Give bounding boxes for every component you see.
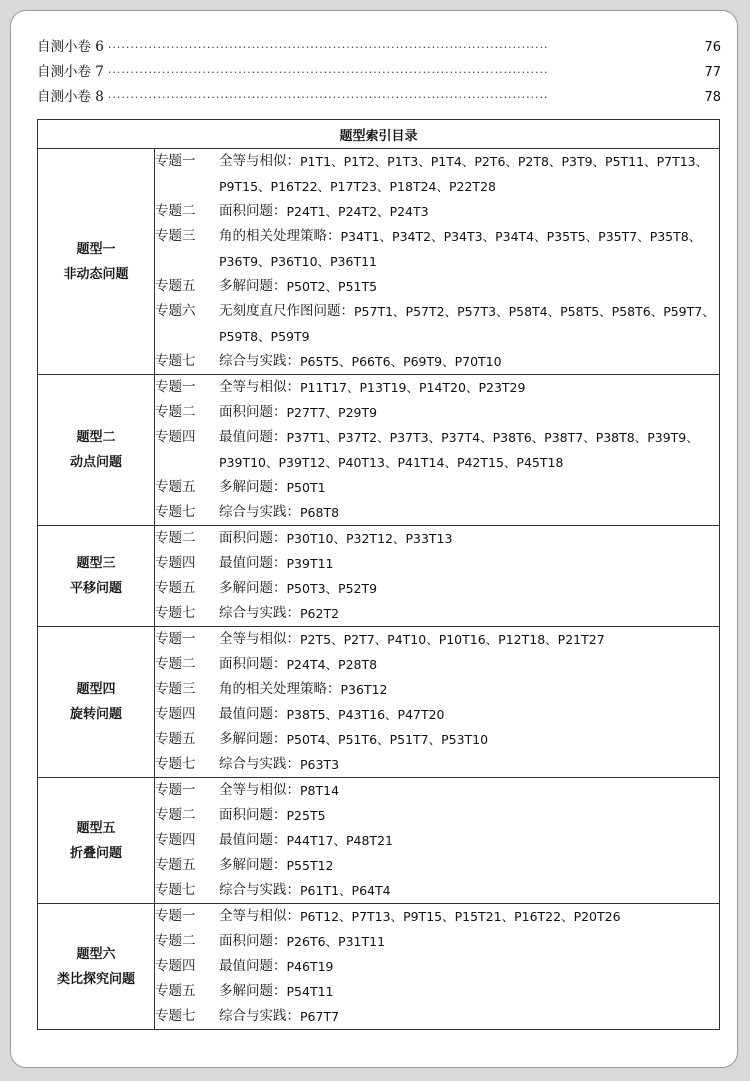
question-type-row: [38, 627, 720, 778]
index-table-body: [38, 149, 720, 1030]
problem-references[interactable]: P39T10、P39T12、P40T13、P41T14、P42T15、P45T18: [219, 455, 564, 470]
question-type-name: 动点问题: [69, 455, 122, 470]
topic-name: 面积问题：: [219, 203, 287, 219]
toc-entry[interactable]: [37, 35, 721, 60]
topic-entry: [155, 904, 719, 929]
topic-name: 面积问题：: [219, 530, 287, 546]
topic-label: 专题五: [155, 580, 196, 596]
topic-label: 专题二: [155, 933, 196, 949]
problem-references[interactable]: P59T8、P59T9: [219, 329, 310, 344]
problem-references[interactable]: P36T12: [340, 682, 388, 697]
topic-name: 多解问题：: [219, 857, 287, 873]
question-type-name: 类比探究问题: [56, 971, 135, 987]
topic-entry: [155, 954, 719, 979]
problem-references[interactable]: P50T1: [286, 480, 326, 495]
problem-references[interactable]: P36T9、P36T10、P36T11: [219, 254, 378, 269]
topic-label: 专题一: [155, 153, 196, 169]
topic-label: 专题二: [155, 530, 196, 546]
question-type-cell: [38, 149, 155, 375]
topic-entry: [155, 803, 719, 828]
topic-name: 最值问题：: [219, 832, 287, 848]
topic-name: 多解问题：: [219, 580, 287, 596]
topic-entry: [155, 702, 719, 727]
problem-references[interactable]: P11T17、P13T19、P14T20、P23T29: [300, 380, 526, 395]
problem-references[interactable]: P6T12、P7T13、P9T15、P15T21、P16T22、P20T26: [300, 909, 621, 924]
topic-entry: [155, 853, 719, 878]
problem-references[interactable]: P63T3: [300, 757, 340, 772]
topic-label: 专题一: [155, 782, 196, 798]
question-type-label: 题型三: [76, 556, 116, 571]
topic-label: 专题一: [155, 908, 196, 924]
toc-page-number: 76: [704, 40, 721, 55]
topic-entry: [155, 199, 719, 224]
topic-name: 面积问题：: [219, 933, 287, 949]
question-type-name: 平移问题: [69, 581, 122, 596]
question-type-name: 旋转问题: [69, 707, 122, 722]
topic-entry: [155, 979, 719, 1004]
problem-references[interactable]: P67T7: [300, 1009, 340, 1024]
topic-label: 专题七: [155, 1008, 196, 1024]
problem-references[interactable]: P30T10、P32T12、P33T13: [286, 531, 453, 546]
problem-references[interactable]: P27T7、P29T9: [286, 405, 378, 420]
toc-entry[interactable]: [37, 85, 721, 110]
topic-name: 全等与相似：: [219, 782, 300, 798]
problem-references[interactable]: P50T3、P52T9: [286, 581, 378, 596]
toc-leader-dots: ··································································································: [107, 91, 549, 104]
topic-entry: [155, 652, 719, 677]
topic-entry: [155, 828, 719, 853]
topic-list-cell: [155, 526, 720, 627]
topic-name: 综合与实践：: [219, 882, 300, 898]
problem-references[interactable]: P50T4、P51T6、P51T7、P53T10: [286, 732, 489, 747]
question-type-row: [38, 375, 720, 526]
topic-label: 专题五: [155, 983, 196, 999]
topic-entry: [155, 224, 719, 249]
topic-label: 专题二: [155, 807, 196, 823]
toc-entry[interactable]: [37, 60, 721, 85]
question-type-cell: [38, 778, 155, 904]
topic-entry: [155, 878, 719, 903]
topic-label: 专题三: [155, 681, 196, 697]
question-type-row: [38, 526, 720, 627]
topic-entry: [155, 475, 719, 500]
question-type-cell: [38, 627, 155, 778]
problem-references[interactable]: P34T1、P34T2、P34T3、P34T4、P35T5、P35T7、P35T8、: [340, 229, 702, 244]
question-type-label: 题型五: [76, 820, 116, 836]
toc-title: 自测小卷 6: [37, 39, 104, 55]
topic-label: 专题五: [155, 479, 196, 495]
topic-entry: [155, 500, 719, 525]
topic-label: 专题四: [155, 832, 196, 848]
problem-references[interactable]: P39T11: [286, 556, 334, 571]
topic-name: 综合与实践：: [219, 605, 300, 621]
topic-label: 专题七: [155, 605, 196, 621]
topic-name: 无刻度直尺作图问题：: [219, 303, 354, 319]
topic-label: 专题七: [155, 353, 196, 369]
topic-entry: [155, 400, 719, 425]
problem-references[interactable]: P55T12: [286, 858, 334, 873]
topic-label: 专题四: [155, 706, 196, 722]
question-type-row: [38, 149, 720, 375]
topic-label: 专题五: [155, 857, 196, 873]
problem-references[interactable]: P24T1、P24T2、P24T3: [286, 204, 429, 219]
problem-references[interactable]: P62T2: [300, 606, 340, 621]
topic-name: 多解问题：: [219, 983, 287, 999]
question-type-cell: [38, 904, 155, 1030]
topic-name: 多解问题：: [219, 731, 287, 747]
topic-label: 专题六: [155, 303, 196, 319]
problem-references[interactable]: P50T2、P51T5: [286, 279, 378, 294]
toc-page-number: 77: [704, 65, 721, 80]
question-type-row: [38, 904, 720, 1030]
topic-label: 专题四: [155, 429, 196, 445]
question-type-label: 题型六: [76, 946, 116, 962]
topic-list-cell: [155, 149, 720, 375]
topic-name: 综合与实践：: [219, 1008, 300, 1024]
topic-label: 专题七: [155, 756, 196, 772]
question-type-cell: [38, 526, 155, 627]
question-type-name: 非动态问题: [63, 266, 129, 282]
topic-entry: [155, 375, 719, 400]
topic-entry: [155, 576, 719, 601]
problem-references[interactable]: P24T4、P28T8: [286, 657, 378, 672]
problem-references[interactable]: P2T5、P2T7、P4T10、P10T16、P12T18、P21T27: [300, 632, 605, 647]
topic-entry: [155, 601, 719, 626]
topic-list-cell: [155, 627, 720, 778]
topic-entry: [155, 551, 719, 576]
topic-entry: [155, 526, 719, 551]
topic-label: 专题三: [155, 228, 196, 244]
topic-entry: [155, 299, 719, 324]
problem-references[interactable]: P8T14: [300, 783, 340, 798]
problem-references[interactable]: P9T15、P16T22、P17T23、P18T24、P22T28: [219, 179, 496, 194]
topic-name: 综合与实践：: [219, 756, 300, 772]
question-type-index-table: [37, 119, 720, 1030]
topic-label: 专题四: [155, 555, 196, 571]
problem-references[interactable]: P37T1、P37T2、P37T3、P37T4、P38T6、P38T7、P38T8、P39T9、: [286, 430, 699, 445]
topic-entry-continuation: [155, 249, 719, 274]
problem-references[interactable]: P25T5: [286, 808, 326, 823]
topic-entry: [155, 627, 719, 652]
topic-name: 全等与相似：: [219, 631, 300, 647]
topic-label: 专题一: [155, 379, 196, 395]
toc-title: 自测小卷 8: [37, 89, 104, 105]
topic-label: 专题五: [155, 731, 196, 747]
topic-entry: [155, 349, 719, 374]
problem-references[interactable]: P44T17、P48T21: [286, 833, 393, 848]
topic-entry: [155, 274, 719, 299]
question-type-row: [38, 778, 720, 904]
topic-label: 专题七: [155, 504, 196, 520]
table-title: 题型索引目录: [38, 120, 720, 149]
topic-label: 专题二: [155, 656, 196, 672]
topic-label: 专题五: [155, 278, 196, 294]
toc-title: 自测小卷 7: [37, 64, 104, 80]
question-type-name: 折叠问题: [69, 845, 122, 861]
topic-entry: [155, 1004, 719, 1029]
topic-name: 面积问题：: [219, 404, 287, 420]
problem-references[interactable]: P68T8: [300, 505, 340, 520]
topic-name: 最值问题：: [219, 958, 287, 974]
topic-name: 最值问题：: [219, 555, 287, 571]
topic-entry: [155, 425, 719, 450]
question-type-cell: [38, 375, 155, 526]
problem-references[interactable]: P61T1、P64T4: [300, 883, 391, 898]
topic-list-cell: [155, 375, 720, 526]
topic-name: 最值问题：: [219, 706, 287, 722]
toc-list: [37, 35, 721, 110]
question-type-label: 题型一: [76, 241, 116, 257]
topic-name: 全等与相似：: [219, 379, 300, 395]
topic-name: 综合与实践：: [219, 353, 300, 369]
topic-list-cell: [155, 904, 720, 1030]
topic-entry-continuation: [155, 450, 719, 475]
topic-entry: [155, 149, 719, 174]
problem-references[interactable]: P38T5、P43T16、P47T20: [286, 707, 445, 722]
topic-entry-continuation: [155, 324, 719, 349]
problem-references[interactable]: P57T1、P57T2、P57T3、P58T4、P58T5、P58T6、P59T7、: [354, 304, 715, 319]
topic-name: 多解问题：: [219, 278, 287, 294]
topic-name: 角的相关处理策略：: [219, 681, 341, 697]
topic-name: 角的相关处理策略：: [219, 228, 341, 244]
problem-references[interactable]: P46T19: [286, 959, 334, 974]
problem-references[interactable]: P1T1、P1T2、P1T3、P1T4、P2T6、P2T8、P3T9、P5T11、P7T13、: [300, 154, 709, 169]
topic-entry-continuation: [155, 174, 719, 199]
topic-entry: [155, 677, 719, 702]
topic-entry: [155, 929, 719, 954]
page: [10, 10, 738, 1068]
problem-references[interactable]: P26T6、P31T11: [286, 934, 386, 949]
problem-references[interactable]: P54T11: [286, 984, 334, 999]
topic-label: 专题四: [155, 958, 196, 974]
question-type-label: 题型二: [76, 430, 116, 445]
topic-name: 综合与实践：: [219, 504, 300, 520]
toc-leader-dots: ··································································································: [107, 66, 549, 79]
topic-label: 专题二: [155, 404, 196, 420]
topic-name: 面积问题：: [219, 656, 287, 672]
topic-label: 专题一: [155, 631, 196, 647]
topic-entry: [155, 727, 719, 752]
question-type-label: 题型四: [76, 682, 116, 697]
topic-name: 全等与相似：: [219, 908, 300, 924]
topic-name: 最值问题：: [219, 429, 287, 445]
topic-name: 全等与相似：: [219, 153, 300, 169]
topic-name: 多解问题：: [219, 479, 287, 495]
topic-label: 专题二: [155, 203, 196, 219]
topic-entry: [155, 752, 719, 777]
problem-references[interactable]: P65T5、P66T6、P69T9、P70T10: [300, 354, 502, 369]
topic-label: 专题七: [155, 882, 196, 898]
topic-name: 面积问题：: [219, 807, 287, 823]
toc-page-number: 78: [704, 90, 721, 105]
topic-list-cell: [155, 778, 720, 904]
topic-entry: [155, 778, 719, 803]
toc-leader-dots: ··································································································: [107, 41, 549, 54]
